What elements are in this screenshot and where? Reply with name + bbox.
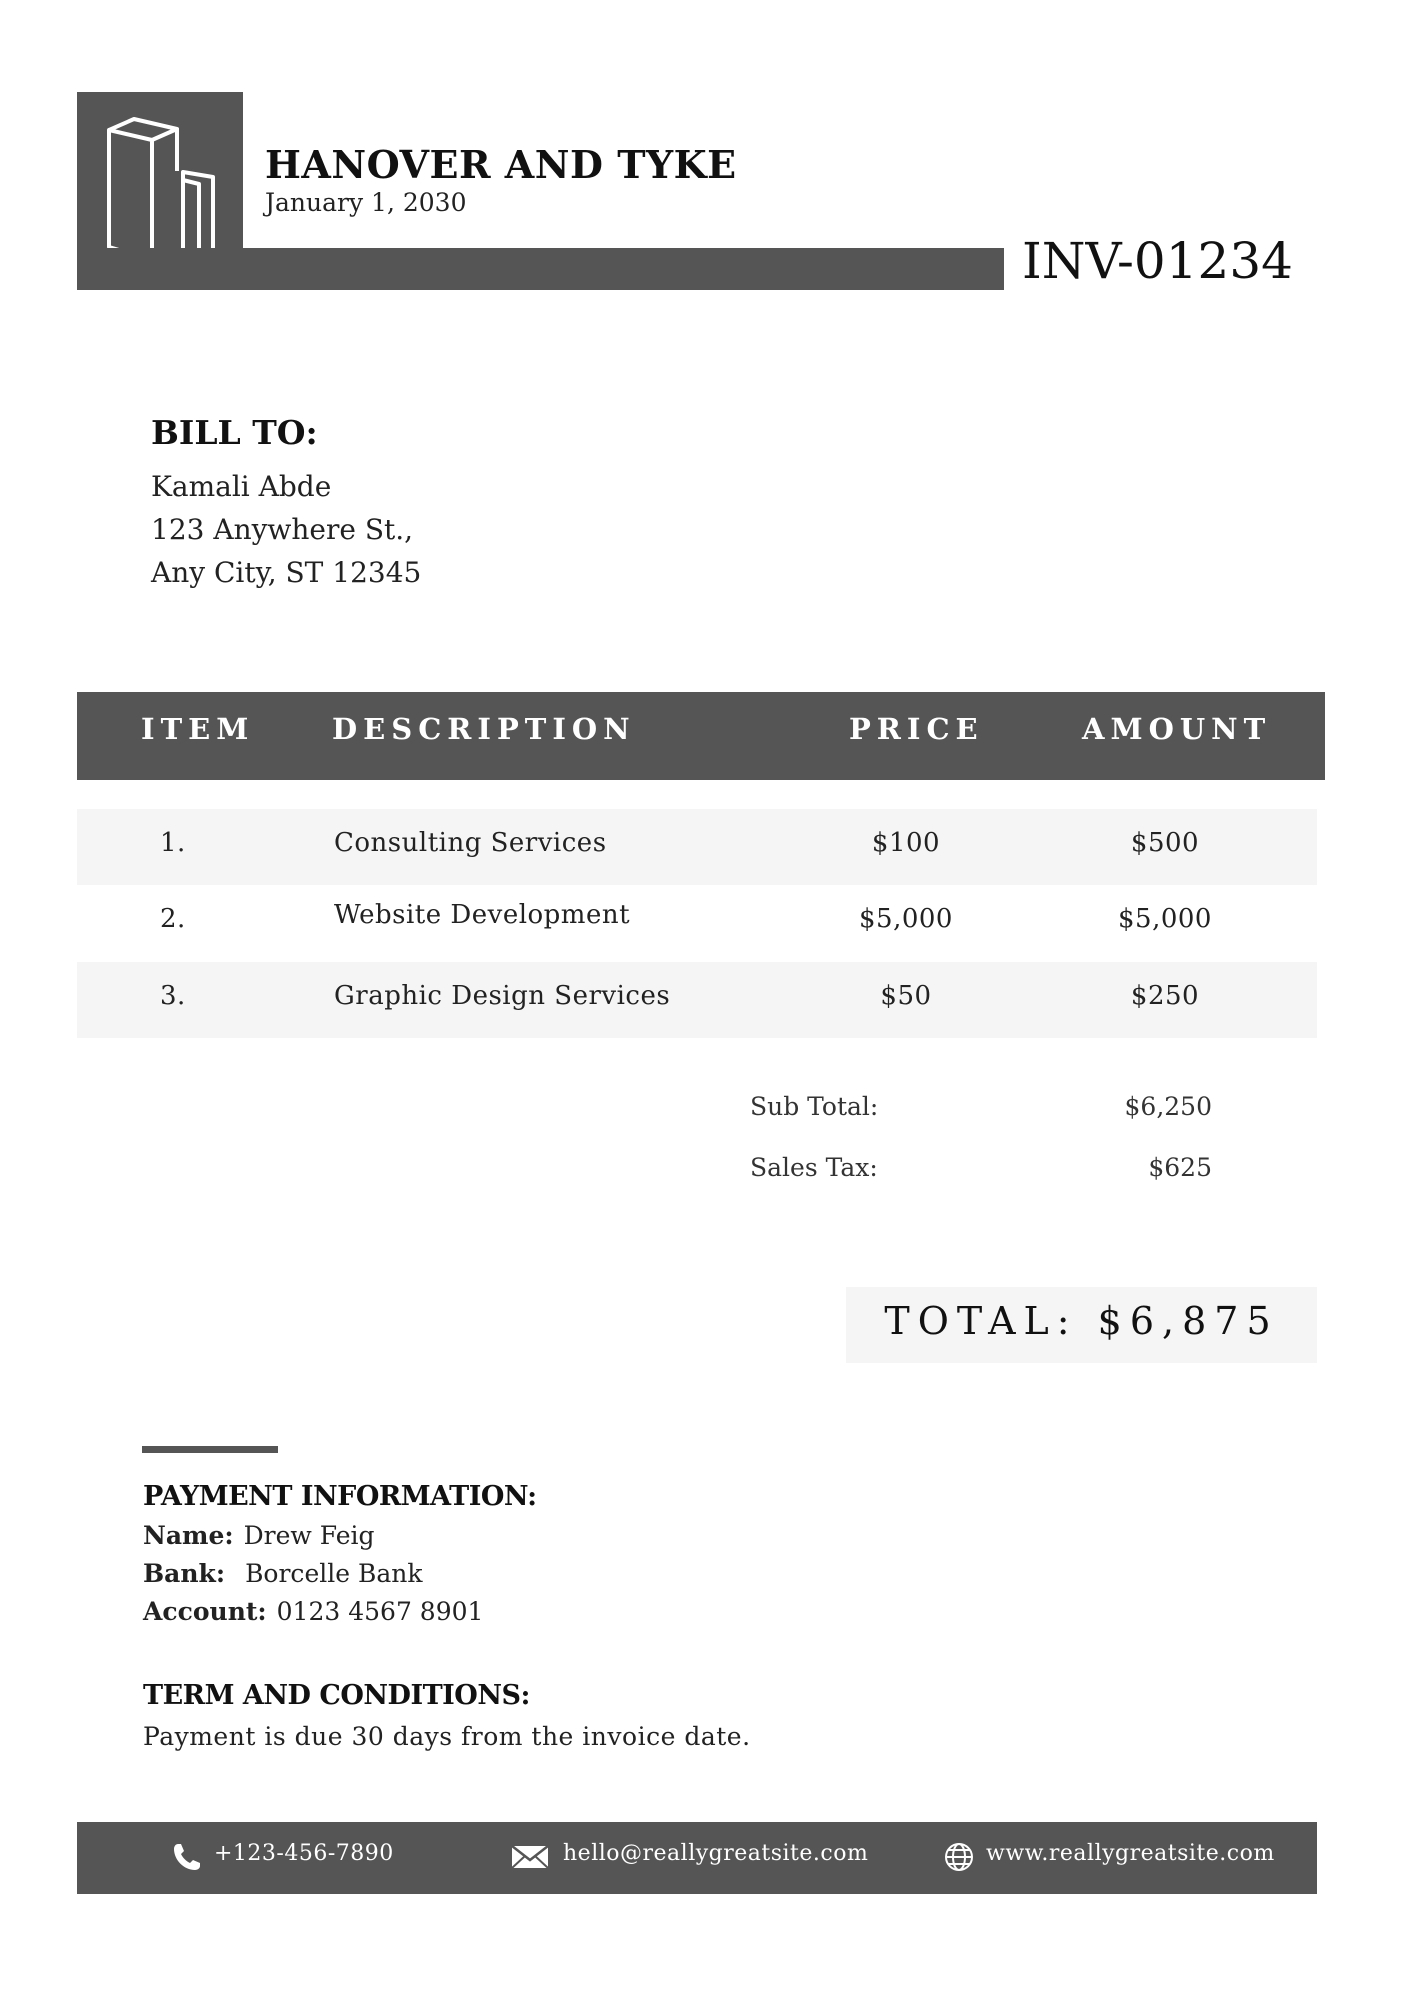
column-header-description: DESCRIPTION bbox=[332, 712, 636, 746]
terms-heading: TERM AND CONDITIONS: bbox=[143, 1680, 530, 1711]
footer-website[interactable]: www.reallygreatsite.com bbox=[986, 1841, 1275, 1866]
column-header-amount: AMOUNT bbox=[1082, 712, 1272, 746]
phone-icon bbox=[171, 1841, 203, 1873]
payment-bank-label: Bank: bbox=[143, 1559, 226, 1588]
footer-phone[interactable]: +123-456-7890 bbox=[214, 1841, 394, 1866]
payment-name-label: Name: bbox=[143, 1521, 234, 1550]
grand-total: TOTAL: $6,875 bbox=[884, 1299, 1279, 1343]
payment-account-value: 0123 4567 8901 bbox=[276, 1597, 484, 1626]
sales-tax-value: $625 bbox=[1148, 1153, 1212, 1182]
column-header-item: ITEM bbox=[141, 712, 255, 746]
mail-icon bbox=[510, 1841, 550, 1873]
row-item-number: 2. bbox=[160, 904, 186, 934]
row-description: Website Development bbox=[334, 900, 631, 930]
payment-account-line bbox=[143, 1597, 483, 1626]
header-bar bbox=[77, 248, 1004, 290]
row-item-number: 3. bbox=[160, 981, 186, 1011]
invoice-number: INV-01234 bbox=[1022, 232, 1293, 290]
company-name: HANOVER AND TYKE bbox=[265, 142, 737, 187]
payment-info-heading: PAYMENT INFORMATION: bbox=[143, 1481, 537, 1512]
payment-name-line bbox=[143, 1521, 375, 1550]
invoice-date: January 1, 2030 bbox=[265, 188, 467, 217]
row-price: $100 bbox=[871, 828, 941, 858]
row-amount: $5,000 bbox=[1118, 904, 1212, 934]
payment-name-value: Drew Feig bbox=[243, 1521, 375, 1550]
sales-tax-label: Sales Tax: bbox=[750, 1153, 878, 1182]
section-divider bbox=[142, 1446, 278, 1453]
subtotal-label: Sub Total: bbox=[750, 1092, 879, 1121]
payment-bank-value: Borcelle Bank bbox=[245, 1559, 423, 1588]
subtotal-value: $6,250 bbox=[1124, 1092, 1212, 1121]
bill-to-name: Kamali Abde bbox=[151, 470, 332, 503]
row-description: Consulting Services bbox=[334, 828, 607, 858]
row-item-number: 1. bbox=[160, 828, 186, 858]
row-amount: $500 bbox=[1130, 828, 1200, 858]
terms-text: Payment is due 30 days from the invoice date. bbox=[143, 1722, 751, 1751]
bill-to-street: 123 Anywhere St., bbox=[151, 513, 414, 546]
bill-to-heading: BILL TO: bbox=[151, 413, 318, 452]
row-price: $50 bbox=[880, 981, 932, 1011]
row-description: Graphic Design Services bbox=[334, 981, 671, 1011]
bill-to-city: Any City, ST 12345 bbox=[151, 556, 422, 589]
row-amount: $250 bbox=[1130, 981, 1200, 1011]
footer-email[interactable]: hello@reallygreatsite.com bbox=[563, 1841, 869, 1866]
payment-account-label: Account: bbox=[143, 1597, 267, 1626]
payment-bank-line bbox=[143, 1559, 423, 1588]
column-header-price: PRICE bbox=[849, 712, 984, 746]
row-price: $5,000 bbox=[859, 904, 953, 934]
globe-icon bbox=[943, 1841, 975, 1873]
